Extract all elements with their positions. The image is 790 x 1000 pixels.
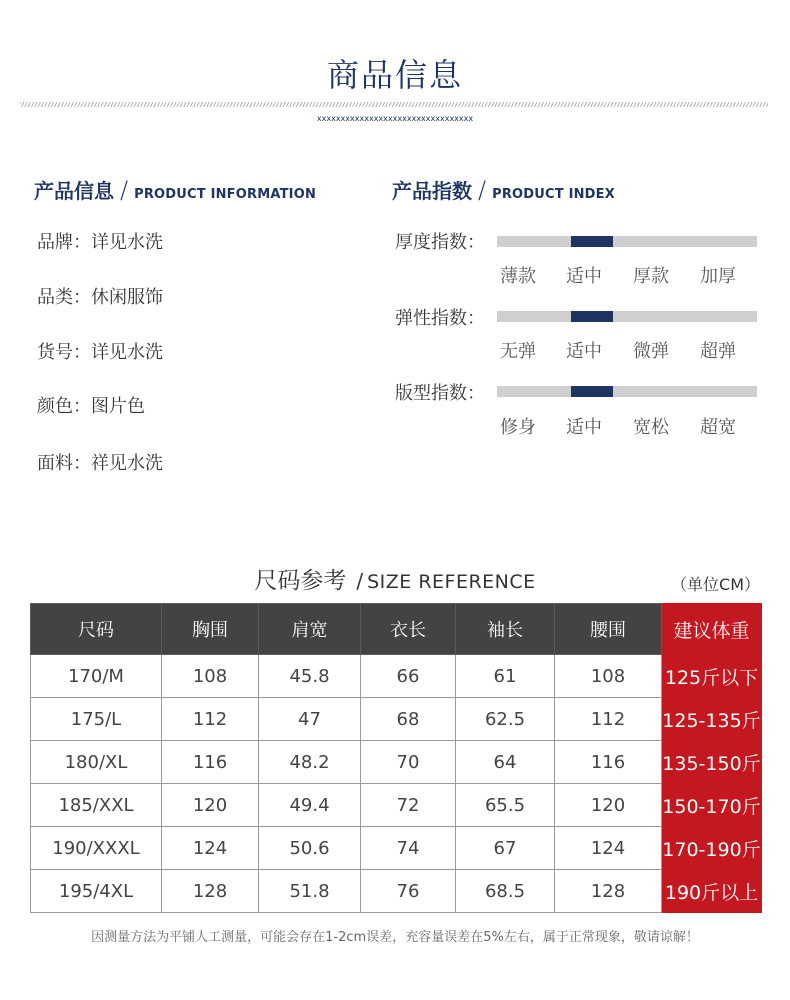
info-label: 面料： bbox=[37, 453, 91, 474]
product-index-heading bbox=[392, 175, 615, 204]
table-cell: 116 bbox=[162, 741, 259, 784]
table-cell: 70 bbox=[361, 741, 456, 784]
info-value: 详见水洗 bbox=[91, 342, 163, 363]
size-table bbox=[30, 603, 762, 913]
unit-note: （单位CM） bbox=[671, 575, 760, 594]
fit-option: 适中 bbox=[566, 417, 602, 438]
table-cell: 45.8 bbox=[259, 655, 361, 698]
column-header: 衣长 bbox=[361, 604, 456, 655]
fit-index-marker bbox=[571, 386, 613, 397]
table-cell: 50.6 bbox=[259, 827, 361, 870]
elasticity-index-bar bbox=[497, 311, 757, 322]
info-value: 休闲服饰 bbox=[91, 287, 163, 308]
fit-option: 宽松 bbox=[633, 417, 669, 438]
thickness-option: 加厚 bbox=[700, 266, 736, 287]
heading-separator: / bbox=[356, 569, 364, 593]
table-cell: 124 bbox=[555, 827, 662, 870]
weight-cell: 170-190斤 bbox=[662, 827, 762, 870]
thickness-option: 薄款 bbox=[500, 266, 536, 287]
weight-cell: 190斤以上 bbox=[662, 870, 762, 913]
table-cell: 68 bbox=[361, 698, 456, 741]
info-row-color bbox=[37, 392, 145, 418]
table-row bbox=[31, 655, 762, 698]
column-header: 腰围 bbox=[555, 604, 662, 655]
table-cell: 68.5 bbox=[456, 870, 555, 913]
table-cell: 51.8 bbox=[259, 870, 361, 913]
info-row-fabric bbox=[37, 449, 163, 475]
table-cell: 175/L bbox=[31, 698, 162, 741]
elasticity-option: 超弹 bbox=[700, 341, 736, 362]
fit-option: 超宽 bbox=[700, 417, 736, 438]
info-row-brand bbox=[37, 228, 163, 254]
table-cell: 47 bbox=[259, 698, 361, 741]
table-cell: 190/XXXL bbox=[31, 827, 162, 870]
weight-cell: 125-135斤 bbox=[662, 698, 762, 741]
product-index-heading-en: PRODUCT INDEX bbox=[492, 187, 615, 202]
table-cell: 49.4 bbox=[259, 784, 361, 827]
product-index-heading-cn: 产品指数 bbox=[392, 179, 472, 203]
elasticity-option: 适中 bbox=[566, 341, 602, 362]
table-row bbox=[31, 698, 762, 741]
product-info-heading bbox=[34, 175, 316, 204]
info-value: 详见水洗 bbox=[91, 232, 163, 253]
size-reference-heading-en: SIZE REFERENCE bbox=[367, 571, 536, 593]
fit-index-label: 版型指数： bbox=[395, 383, 485, 404]
table-row bbox=[31, 827, 762, 870]
elasticity-index-marker bbox=[571, 311, 613, 322]
table-cell: 124 bbox=[162, 827, 259, 870]
table-cell: 112 bbox=[555, 698, 662, 741]
table-cell: 128 bbox=[162, 870, 259, 913]
table-cell: 128 bbox=[555, 870, 662, 913]
table-cell: 120 bbox=[555, 784, 662, 827]
table-header-row bbox=[31, 604, 762, 655]
table-cell: 48.2 bbox=[259, 741, 361, 784]
info-row-category bbox=[37, 283, 163, 309]
product-info-heading-cn: 产品信息 bbox=[34, 179, 114, 203]
fit-index-bar bbox=[497, 386, 757, 397]
table-row bbox=[31, 741, 762, 784]
info-label: 颜色： bbox=[37, 396, 91, 417]
table-cell: 120 bbox=[162, 784, 259, 827]
column-header: 袖长 bbox=[456, 604, 555, 655]
fit-option: 修身 bbox=[500, 417, 536, 438]
table-row bbox=[31, 784, 762, 827]
thickness-index-marker bbox=[571, 236, 613, 247]
table-cell: 67 bbox=[456, 827, 555, 870]
column-header: 胸围 bbox=[162, 604, 259, 655]
thickness-option: 厚款 bbox=[633, 266, 669, 287]
table-cell: 74 bbox=[361, 827, 456, 870]
table-cell: 61 bbox=[456, 655, 555, 698]
title-divider bbox=[20, 102, 768, 107]
table-cell: 108 bbox=[555, 655, 662, 698]
table-cell: 72 bbox=[361, 784, 456, 827]
table-cell: 195/4XL bbox=[31, 870, 162, 913]
info-label: 品牌： bbox=[37, 232, 91, 253]
weight-cell: 150-170斤 bbox=[662, 784, 762, 827]
table-cell: 65.5 bbox=[456, 784, 555, 827]
info-value: 祥见水洗 bbox=[91, 453, 163, 474]
column-header: 肩宽 bbox=[259, 604, 361, 655]
thickness-index-label: 厚度指数： bbox=[395, 232, 485, 253]
thickness-index-bar bbox=[497, 236, 757, 247]
product-info-heading-en: PRODUCT INFORMATION bbox=[134, 187, 317, 202]
column-header-weight: 建议体重 bbox=[662, 604, 762, 655]
table-cell: 108 bbox=[162, 655, 259, 698]
table-cell: 112 bbox=[162, 698, 259, 741]
table-cell: 64 bbox=[456, 741, 555, 784]
heading-separator: / bbox=[120, 176, 129, 204]
weight-cell: 125斤以下 bbox=[662, 655, 762, 698]
table-cell: 185/XXL bbox=[31, 784, 162, 827]
table-cell: 170/M bbox=[31, 655, 162, 698]
info-label: 品类： bbox=[37, 287, 91, 308]
size-reference-heading-cn: 尺码参考 bbox=[254, 568, 347, 594]
info-label: 货号： bbox=[37, 342, 91, 363]
thickness-option: 适中 bbox=[566, 266, 602, 287]
info-row-item-number bbox=[37, 338, 163, 364]
info-value: 图片色 bbox=[91, 396, 145, 417]
page-title: 商品信息 bbox=[326, 56, 463, 94]
table-row bbox=[31, 870, 762, 913]
elasticity-index-label: 弹性指数： bbox=[395, 308, 485, 329]
weight-cell: 135-150斤 bbox=[662, 741, 762, 784]
measurement-disclaimer: 因测量方法为平铺人工测量，可能会存在1-2cm误差，充容量误差在5%左右，属于正常现象，敬请谅解！ bbox=[91, 930, 699, 945]
table-cell: 66 bbox=[361, 655, 456, 698]
heading-separator: / bbox=[478, 176, 487, 204]
table-cell: 116 bbox=[555, 741, 662, 784]
table-cell: 62.5 bbox=[456, 698, 555, 741]
column-header: 尺码 bbox=[31, 604, 162, 655]
elasticity-option: 微弹 bbox=[633, 341, 669, 362]
table-cell: 180/XL bbox=[31, 741, 162, 784]
table-cell: 76 bbox=[361, 870, 456, 913]
title-subtitle: xxxxxxxxxxxxxxxxxxxxxxxxxxxxxxxxx bbox=[316, 114, 474, 123]
elasticity-option: 无弹 bbox=[500, 341, 536, 362]
